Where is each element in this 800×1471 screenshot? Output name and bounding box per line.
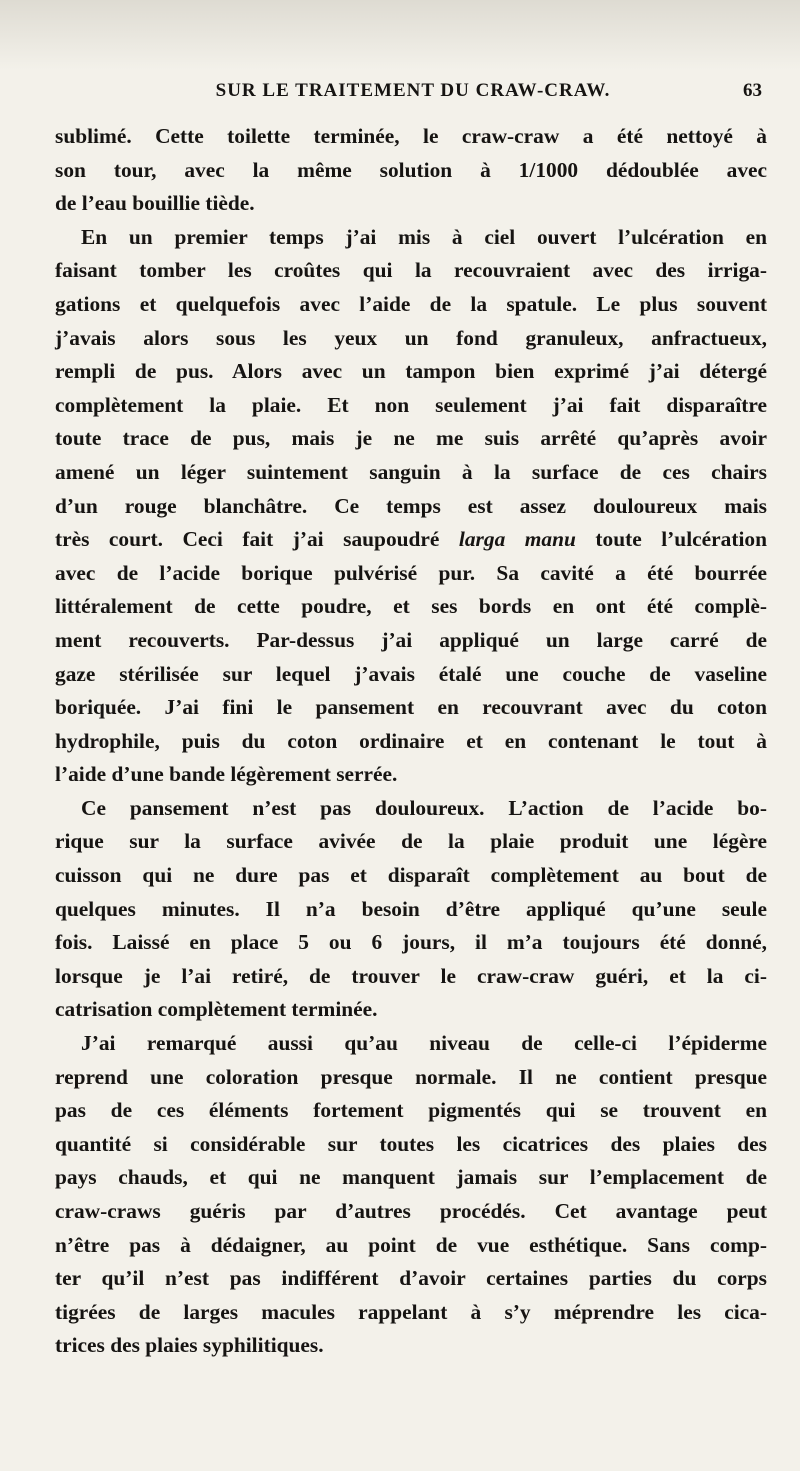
text-line: pas de ces éléments fortement pigmentés qui se trouvent en xyxy=(55,1098,767,1123)
paragraph-3 xyxy=(55,792,767,1027)
text-line: ter qu’il n’est pas indifférent d’avoir certaines parties du corps xyxy=(55,1266,767,1291)
page-header xyxy=(60,80,766,108)
text-line: littéralement de cette poudre, et ses bords en ont été complè- xyxy=(55,594,767,619)
text-line: trices des plaies syphilitiques. xyxy=(55,1333,324,1358)
text-line: gaze stérilisée sur lequel j’avais étalé une couche de vaseline xyxy=(55,661,767,686)
text-line: En un premier temps j’ai mis à ciel ouvert l’ulcération en xyxy=(81,224,767,249)
text-line: gations et quelquefois avec l’aide de la spatule. Le plus souvent xyxy=(55,291,767,316)
paragraph-2 xyxy=(55,221,767,792)
text-line: fois. Laissé en place 5 ou 6 jours, il m’a toujours été donné, xyxy=(55,930,767,955)
page-number: 63 xyxy=(743,80,762,101)
text-line: craw-craws guéris par d’autres procédés. Cet avantage peut xyxy=(55,1199,767,1223)
running-title: SUR LE TRAITEMENT DU CRAW-CRAW. xyxy=(215,80,611,101)
text-line: boriquée. J’ai fini le pansement en recouvrant avec du coton xyxy=(55,695,767,720)
page-top-edge xyxy=(0,0,800,70)
text-line: l’aide d’une bande légèrement serrée. xyxy=(55,762,398,787)
text-line: n’être pas à dédaigner, au point de vue esthétique. Sans comp- xyxy=(55,1232,767,1257)
italic-phrase: larga manu xyxy=(458,527,576,552)
text-line: reprend une coloration presque normale. Il ne contient presque xyxy=(55,1064,767,1089)
text-line: faisant tomber les croûtes qui la recouvraient avec des irriga- xyxy=(55,258,767,283)
text-line: avec de l’acide borique pulvérisé pur. Sa cavité a été bourrée xyxy=(55,560,767,585)
body-text xyxy=(55,120,767,1363)
text-line: J’ai remarqué aussi qu’au niveau de celle-ci l’épiderme xyxy=(81,1031,767,1056)
text-line: Ce pansement n’est pas douloureux. L’action de l’acide bo- xyxy=(81,795,767,820)
text-line: son tour, avec la même solution à 1/1000 dédoublée avec xyxy=(55,157,767,182)
text-line-with-italic xyxy=(55,523,767,557)
text-segment: très court. Ceci fait j’ai saupoudré xyxy=(55,527,440,552)
text-line: pays chauds, et qui ne manquent jamais sur l’emplacement de xyxy=(55,1165,767,1190)
text-line: hydrophile, puis du coton ordinaire et en contenant le tout à xyxy=(55,728,767,753)
text-segment: toute l’ulcération xyxy=(595,527,767,552)
text-line: catrisation complètement terminée. xyxy=(55,997,378,1022)
text-line: toute trace de pus, mais je ne me suis arrêté qu’après avoir xyxy=(55,426,767,451)
text-line: cuisson qui ne dure pas et disparaît complètement au bout de xyxy=(55,863,767,888)
text-line: ment recouverts. Par-dessus j’ai appliqué un large carré de xyxy=(55,627,767,652)
text-line: de l’eau bouillie tiède. xyxy=(55,191,255,216)
text-line: j’avais alors sous les yeux un fond granuleux, anfractueux, xyxy=(55,325,767,350)
text-line: sublimé. Cette toilette terminée, le craw-craw a été nettoyé à xyxy=(55,124,767,148)
text-line: quantité si considérable sur toutes les cicatrices des plaies des xyxy=(55,1131,767,1156)
text-line: lorsque je l’ai retiré, de trouver le craw-craw guéri, et la ci- xyxy=(55,963,767,988)
text-line: d’un rouge blanchâtre. Ce temps est assez douloureux mais xyxy=(55,493,767,518)
text-line: tigrées de larges macules rappelant à s’y méprendre les cica- xyxy=(55,1299,767,1324)
text-line: rique sur la surface avivée de la plaie produit une légère xyxy=(55,829,767,854)
text-line: rempli de pus. Alors avec un tampon bien exprimé j’ai détergé xyxy=(55,359,767,384)
text-line: complètement la plaie. Et non seulement j’ai fait disparaître xyxy=(55,392,767,417)
text-line: quelques minutes. Il n’a besoin d’être appliqué qu’une seule xyxy=(55,896,767,921)
paragraph-1 xyxy=(55,120,767,221)
paragraph-4 xyxy=(55,1027,767,1363)
text-line: amené un léger suintement sanguin à la surface de ces chairs xyxy=(55,459,767,484)
